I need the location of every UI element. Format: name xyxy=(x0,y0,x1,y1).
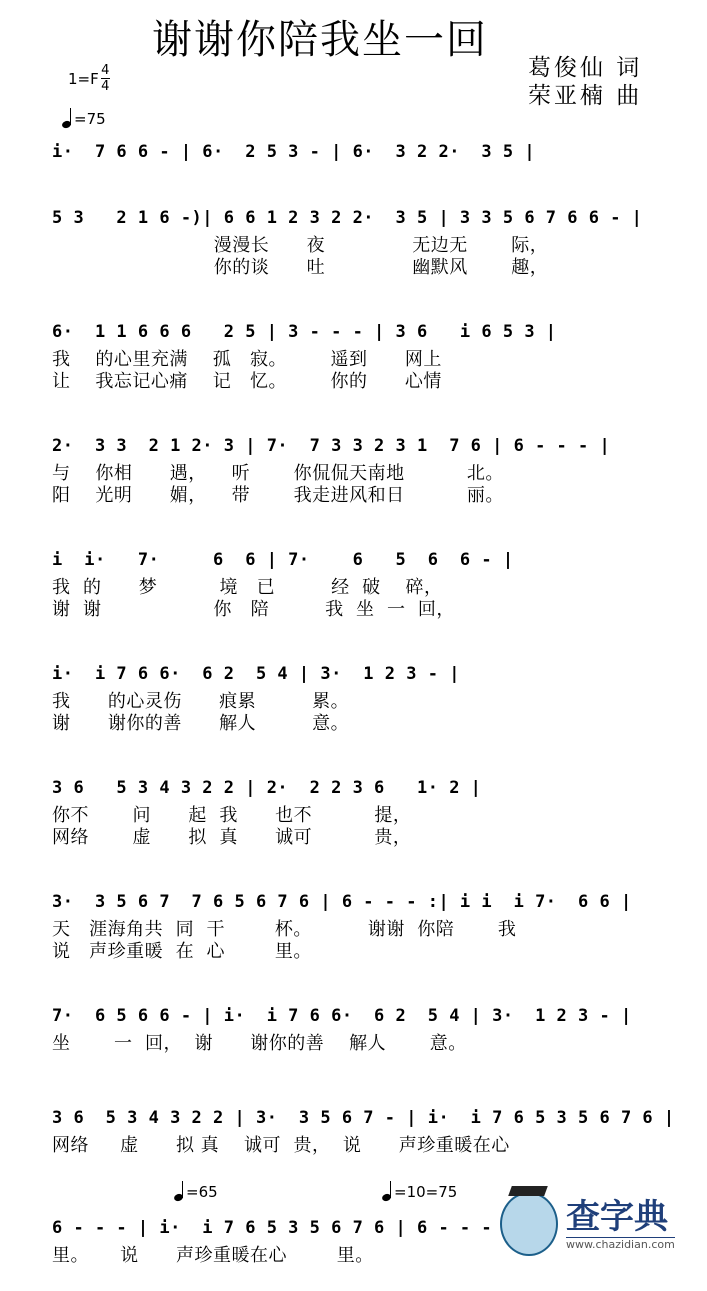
notes-line: i i· 7· 6 6 | 7· 6 5 6 6 - | xyxy=(52,550,514,570)
logo-url: www.chazidian.com xyxy=(566,1238,675,1251)
time-signature xyxy=(101,64,110,93)
notes-line: 5 3 2 1 6 -)| 6 6 1 2 3 2 2· 3 5 | 3 3 5 6 7 6 6 - | xyxy=(52,208,643,228)
notes-line: 2· 3 3 2 1 2· 3 | 7· 7 3 3 2 3 1 7 6 | 6 - - - | xyxy=(52,436,611,456)
credits xyxy=(528,54,642,110)
tempo-slow: =65 xyxy=(174,1181,218,1201)
notes-line: i· 7 6 6 - | 6· 2 5 3 - | 6· 3 2 2· 3 5 | xyxy=(52,142,536,162)
notes-line: 3 6 5 3 4 3 2 2 | 3· 3 5 6 7 - | i· i 7 6 5 3 5 6 7 6 | xyxy=(52,1108,675,1128)
system-9 xyxy=(52,999,664,1101)
song-title: 谢谢你陪我坐一回 xyxy=(152,17,488,63)
system-2 xyxy=(52,201,664,315)
lyric-verse-2: 你的谈 吐 幽默风 趣， xyxy=(52,257,549,278)
tempo-final: =10=75 xyxy=(382,1181,457,1201)
lyric-verse-1: 你不 问 起 我 也不 提， xyxy=(52,805,412,826)
lyric-verse-2: 让 我忘记心痛 记 忆。 你的 心情 xyxy=(52,371,442,392)
time-denominator: 4 xyxy=(101,79,110,94)
system-1 xyxy=(52,135,664,201)
system-8 xyxy=(52,885,664,999)
tempo-marking xyxy=(62,108,106,128)
quarter-note-icon xyxy=(382,1181,393,1201)
lyric-verse-2: 谢 谢你的善 解人 意。 xyxy=(52,713,350,734)
lyric-verse-1: 我 的心里充满 孤 寂。 遥到 网上 xyxy=(52,349,442,370)
score xyxy=(52,135,675,1291)
tempo-value: =75 xyxy=(74,110,106,128)
system-5 xyxy=(52,543,664,657)
logo-name: 查字典 xyxy=(566,1197,668,1237)
lyric-verse-1: 漫漫长 夜 无边无 际， xyxy=(52,235,549,256)
notes-line: 6· 1 1 6 6 6 2 5 | 3 - - - | 3 6 i 6 5 3 | xyxy=(52,322,557,342)
notes-line: 3 6 5 3 4 3 2 2 | 2· 2 2 3 6 1· 2 | xyxy=(52,778,482,798)
lyric-verse-1: 我 的心灵伤 痕累 累。 xyxy=(52,691,350,712)
lyric-verse-1: 天 涯海角共 同 干 杯。 谢谢 你陪 我 xyxy=(52,919,517,940)
lyric-verse-1: 坐 一 回， 谢 谢你的善 解人 意。 xyxy=(52,1033,467,1054)
key-signature xyxy=(68,64,110,93)
notes-line: 6 - - - | i· i 7 6 5 3 5 6 7 6 | 6 - - - xyxy=(52,1218,493,1238)
lyric-verse-2: 说 声珍重暖 在 心 里。 xyxy=(52,941,312,962)
lyric-verse-2: 谢 谢 你 陪 我 坐 一 回， xyxy=(52,599,455,620)
key-prefix: 1=F xyxy=(68,69,99,88)
lyric-verse-1: 里。 说 声珍重暖在心 里。 xyxy=(52,1245,374,1266)
notes-line: 7· 6 5 6 6 - | i· i 7 6 6· 6 2 5 4 | 3· 1 2 3 - | xyxy=(52,1006,632,1026)
system-3 xyxy=(52,315,664,429)
quarter-note-icon xyxy=(174,1181,185,1201)
site-logo xyxy=(500,1188,700,1260)
lyric-verse-1: 与 你相 遇， 听 你侃侃天南地 北。 xyxy=(52,463,504,484)
lyricist: 葛俊仙 词 xyxy=(528,55,643,81)
quarter-note-icon xyxy=(62,108,73,128)
composer: 荣亚楠 曲 xyxy=(528,83,643,109)
lyric-verse-1: 网络 虚 拟 真 诚可 贵， 说 声珍重暖在心 xyxy=(52,1135,510,1156)
system-4 xyxy=(52,429,664,543)
mascot-icon xyxy=(500,1192,558,1256)
lyric-verse-2: 阳 光明 媚， 带 我走进风和日 丽。 xyxy=(52,485,504,506)
system-6 xyxy=(52,657,664,771)
system-7 xyxy=(52,771,664,885)
time-numerator: 4 xyxy=(101,63,110,78)
lyric-verse-1: 我 的 梦 境 已 经 破 碎， xyxy=(52,577,443,598)
notes-line: 3· 3 5 6 7 7 6 5 6 7 6 | 6 - - - :| i i i 7· 6 6 | xyxy=(52,892,632,912)
notes-line: i· i 7 6 6· 6 2 5 4 | 3· 1 2 3 - | xyxy=(52,664,460,684)
lyric-verse-2: 网络 虚 拟 真 诚可 贵， xyxy=(52,827,412,848)
